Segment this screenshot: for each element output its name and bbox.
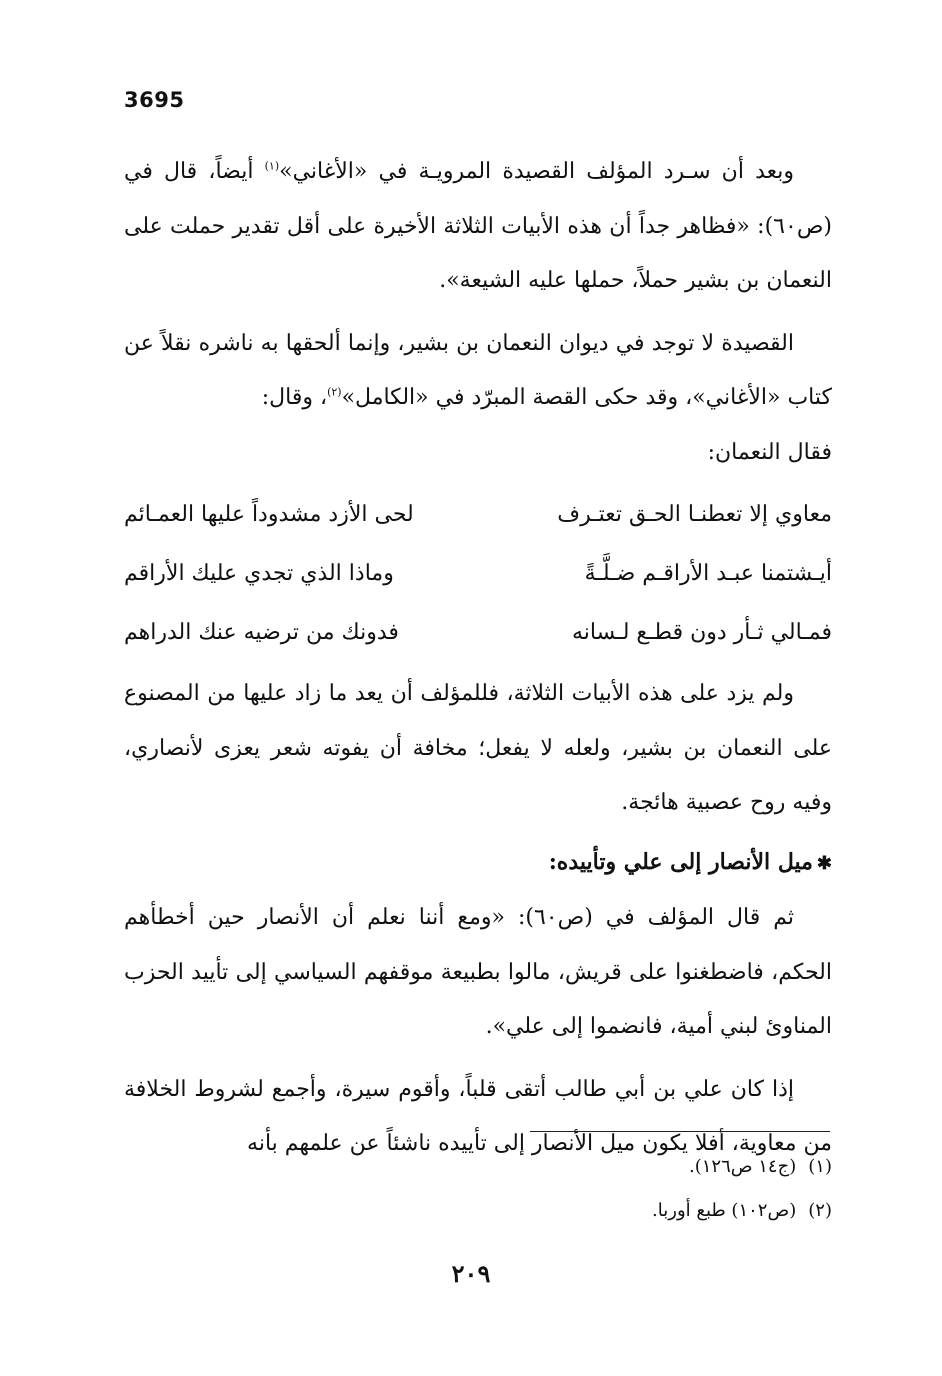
footnote-text: (ج١٤ ص١٢٦).: [689, 1156, 797, 1177]
poem-verse: [124, 604, 832, 663]
poem-verse: [124, 486, 832, 545]
star-icon: ✱: [816, 852, 832, 874]
paragraph-1-part-a: وبعد أن سـرد المؤلف القصيدة المرويـة في «الأغاني»: [279, 159, 794, 184]
paragraph-1-part-b: أيضاً، قال في (ص٦٠): «فظاهر جداً أن هذه الأبيات الثلاثة الأخيرة على أقل تقدير حملت على النعمان بن بشير حملاً، حملها عليه الشيعة».: [124, 159, 832, 293]
footnote-ref-2[interactable]: (٢): [327, 385, 342, 399]
footnote-number: (٢): [808, 1200, 832, 1221]
footnote-number: (١): [808, 1156, 832, 1177]
poem-verse: [124, 545, 832, 604]
footnote-text: (ص١٠٢) طبع أوربا.: [652, 1200, 797, 1221]
poem-intro: فقال النعمان:: [707, 439, 832, 465]
paragraph-2-part-a: القصيدة لا توجد في ديوان النعمان بن بشير، وإنما ألحقها به ناشره نقلاً عن كتاب «الأغاني»، وقد حكى القصة المبرّد في «الكامل»: [124, 330, 832, 410]
footnote-1: [430, 1145, 832, 1189]
paragraph-2: [124, 317, 832, 426]
footnote-separator: [530, 1131, 830, 1132]
verse-first-hemistich: فمـالي ثـأر دون قطـع لـسانه: [572, 620, 832, 646]
verse-first-hemistich: معاوي إلا تعطنـا الحـق تعتـرف: [557, 502, 832, 528]
verse-second-hemistich: لحى الأزد مشدوداً عليها العمـائم: [124, 502, 414, 528]
footnote-ref-1[interactable]: (١): [264, 159, 280, 173]
section-heading-text: ميل الأنصار إلى علي وتأييده:: [548, 848, 813, 875]
main-text: [124, 145, 832, 1172]
section-heading: [124, 835, 832, 892]
paragraph-3: ولم يزد على هذه الأبيات الثلاثة، فللمؤلف أن يعد ما زاد عليها من المصنوع على النعمان بن بشير، ولعله لا يفعل؛ مخافة أن يفوته شعر يعزى لأنصاري، وفيه روح عصبية هائجة.: [124, 681, 832, 815]
paragraph-4: ثم قال المؤلف في (ص٦٠): «ومع أننا نعلم أن الأنصار حين أخطأهم الحكم، فاضطغنوا على قريش، مالوا بطبيعة موقفهم السياسي إلى تأييد الحزب المناوئ لبني أمية، فانضموا إلى علي».: [124, 905, 832, 1039]
paragraph-2-part-b: ، وقال:: [261, 385, 328, 410]
footnotes: [430, 1145, 832, 1233]
paragraph-1: [124, 145, 832, 309]
folio-number: ٢٠٩: [451, 1259, 491, 1288]
poem: [124, 486, 832, 663]
verse-second-hemistich: وماذا الذي تجدي عليك الأراقم: [124, 561, 394, 587]
paragraph-5: إذا كان علي بن أبي طالب أتقى قلباً، وأقوم سيرة، وأجمع لشروط الخلافة من معاوية، أفلا يكون ميل الأنصار إلى تأييده ناشئاً عن علمهم بأنه: [124, 1076, 832, 1156]
page-number: 3695: [124, 88, 185, 112]
verse-first-hemistich: أيـشتمنا عبـد الأراقـم ضـلَّـةً: [584, 561, 832, 587]
footnote-2: [430, 1189, 832, 1233]
verse-second-hemistich: فدونك من ترضيه عنك الدراهم: [124, 620, 399, 646]
